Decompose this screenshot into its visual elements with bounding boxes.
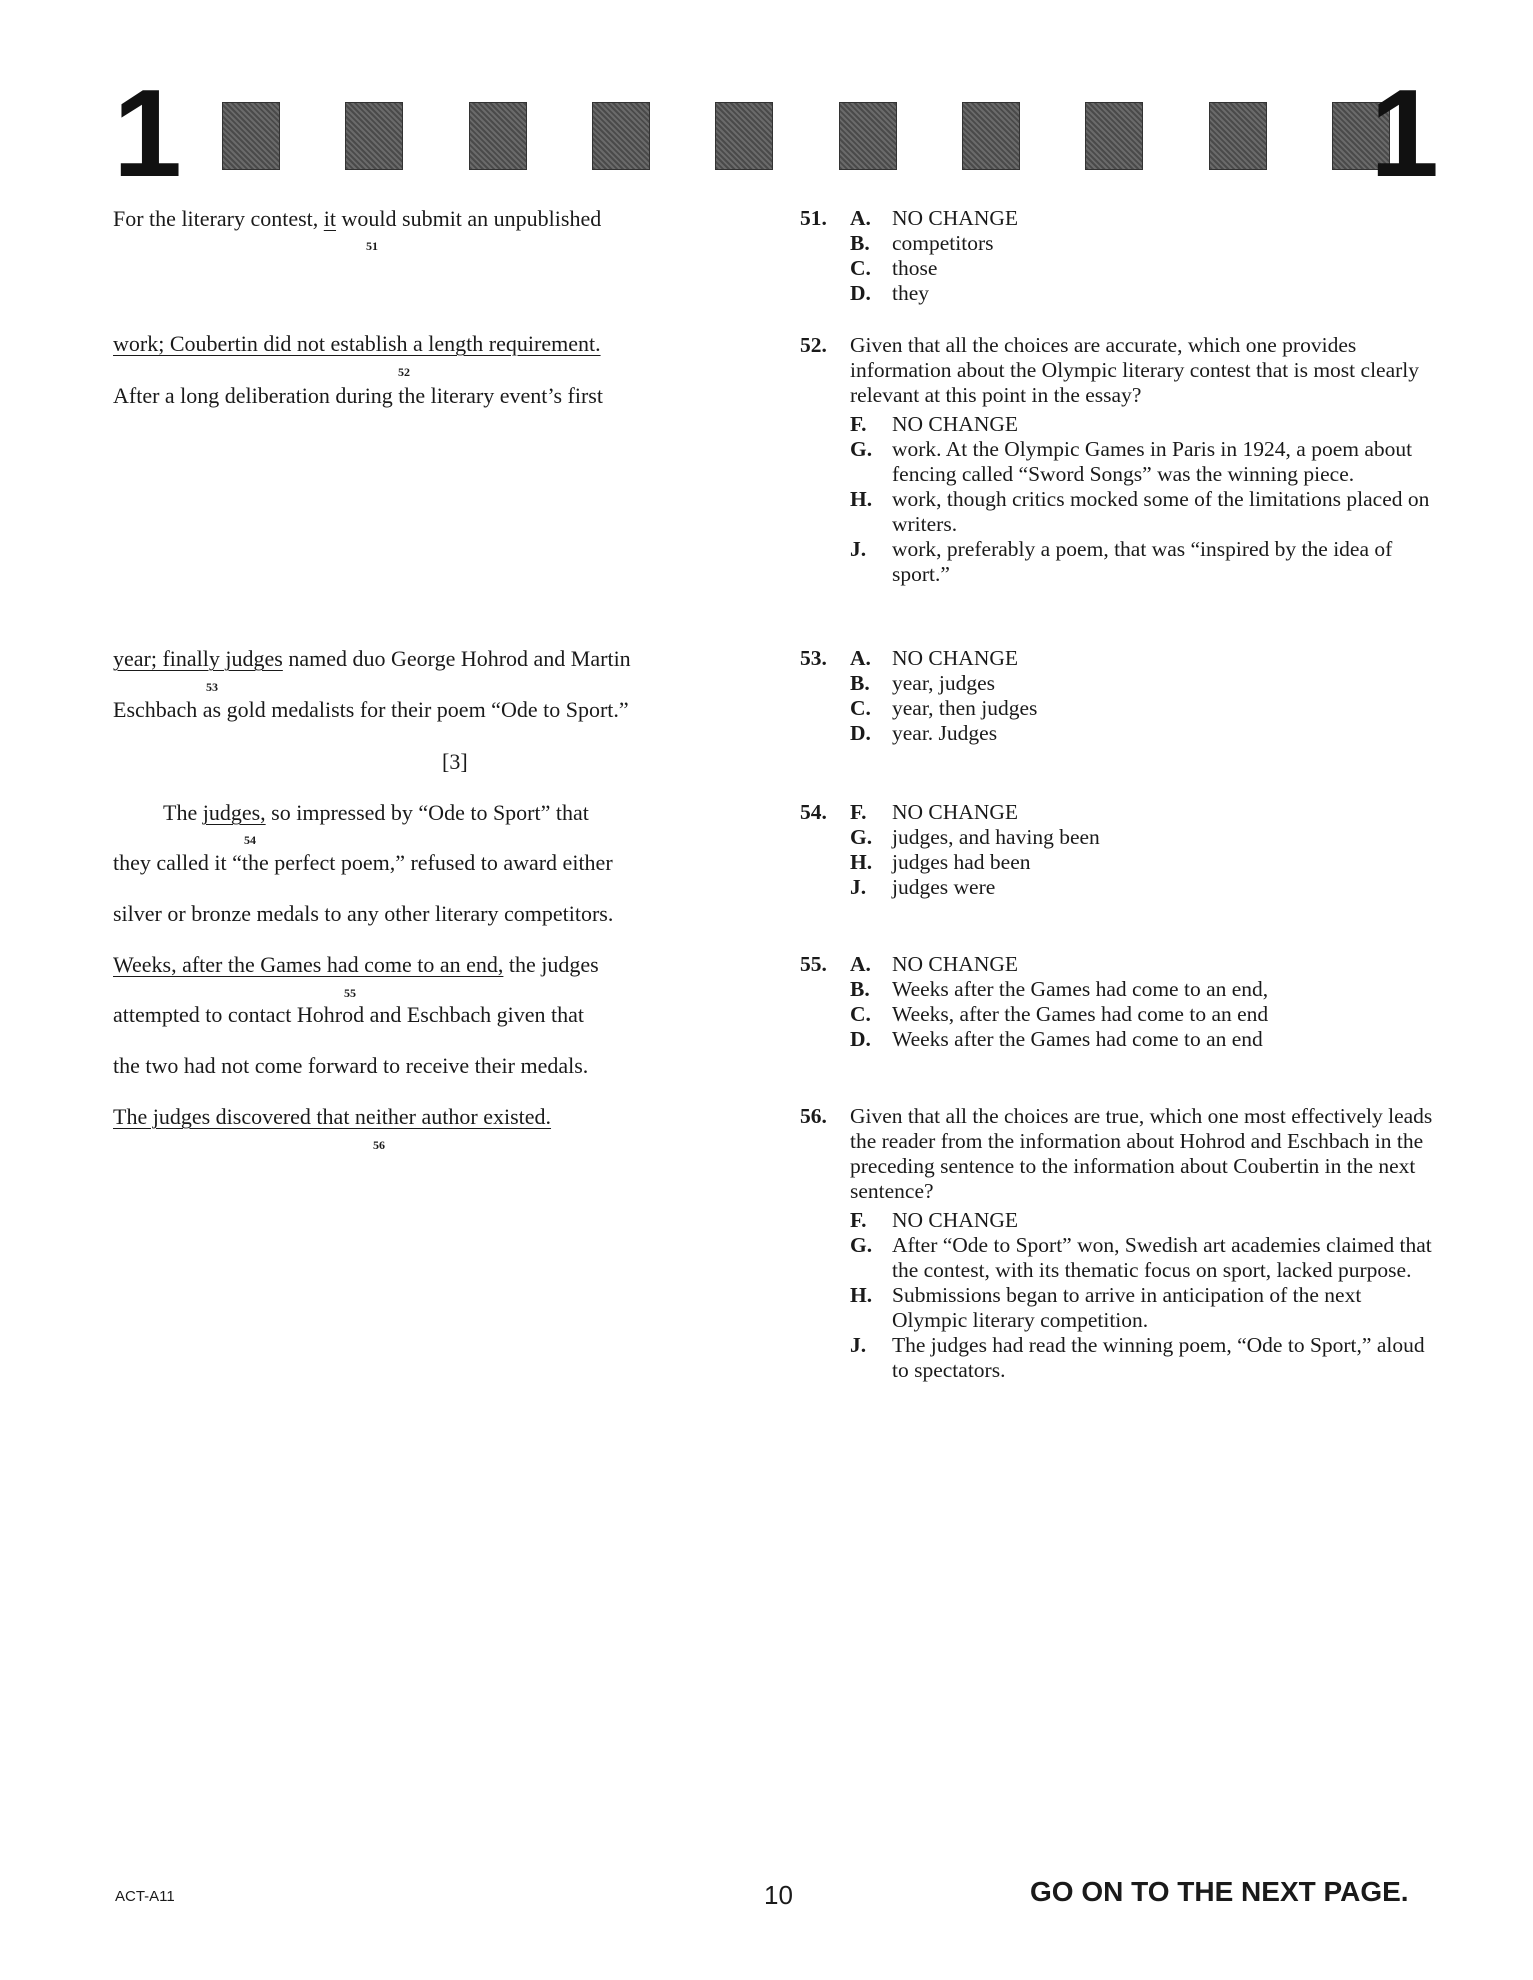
passage-line: [113, 206, 601, 232]
option-text: year, judges: [892, 671, 996, 695]
question-number: 56.: [800, 1104, 827, 1128]
answer-option[interactable]: [850, 1283, 1440, 1333]
question-marker-55: 55: [344, 986, 356, 1000]
go-on-next-page: GO ON TO THE NEXT PAGE.: [1030, 1876, 1409, 1907]
option-text: After “Ode to Sport” won, Swedish art academies claimed that the contest, with its thematic focus on sport, lacked purpose.: [892, 1233, 1432, 1282]
passage-line: attempted to contact Hohrod and Eschbach given that: [113, 1002, 585, 1027]
passage-line: silver or bronze medals to any other literary competitors.: [113, 901, 614, 926]
answer-option[interactable]: [850, 646, 1440, 671]
passage-text: The: [163, 800, 203, 825]
underlined-portion-54[interactable]: judges,: [202, 800, 266, 825]
banner-block: [962, 102, 1020, 170]
option-letter: G.: [850, 437, 873, 461]
option-text: work, though critics mocked some of the limitations placed on writers.: [892, 487, 1430, 536]
option-text: judges, and having been: [892, 825, 1100, 849]
underlined-portion-55[interactable]: Weeks, after the Games had come to an end,: [113, 952, 504, 977]
option-text: year. Judges: [892, 721, 998, 745]
passage-text: For the literary contest,: [113, 206, 324, 231]
option-letter: C.: [850, 696, 871, 720]
underlined-portion-51[interactable]: it: [323, 206, 337, 231]
option-letter: B.: [850, 231, 870, 255]
question-marker-52: 52: [398, 365, 410, 379]
option-letter: J.: [850, 875, 867, 899]
option-letter: F.: [850, 412, 867, 436]
passage-line: [113, 646, 631, 672]
option-letter: G.: [850, 825, 873, 849]
question-number: 54.: [800, 800, 827, 824]
question-marker-51: 51: [366, 239, 378, 253]
answer-option[interactable]: [850, 487, 1440, 537]
form-code: ACT-A11: [115, 1888, 175, 1905]
option-text: NO CHANGE: [892, 206, 1019, 230]
question-51: [800, 206, 1440, 306]
passage-line: Eschbach as gold medalists for their poem “Ode to Sport.”: [113, 697, 629, 722]
banner-block: [839, 102, 897, 170]
option-text: work. At the Olympic Games in Paris in 1924, a poem about fencing called “Sword Songs” was the winning piece.: [892, 437, 1413, 486]
question-marker-54: 54: [244, 833, 256, 847]
question-stem: Given that all the choices are accurate, which one provides information about the Olympic literary contest that is most clearly relevant at this point in the essay?: [850, 333, 1420, 407]
underlined-portion-53[interactable]: year; finally judges: [113, 646, 283, 671]
option-letter: A.: [850, 952, 871, 976]
answer-option[interactable]: [850, 206, 1440, 231]
question-number: 51.: [800, 206, 827, 230]
option-text: NO CHANGE: [892, 800, 1019, 824]
option-text: NO CHANGE: [892, 646, 1019, 670]
option-text: Weeks after the Games had come to an end: [892, 1027, 1263, 1051]
paragraph-number: [3]: [442, 749, 468, 774]
question-56: [800, 1104, 1440, 1383]
answer-option[interactable]: [850, 721, 1440, 746]
answer-options: [850, 952, 1440, 1052]
answer-options: [850, 412, 1440, 587]
section-number-left: 1: [113, 65, 182, 203]
question-55: [800, 952, 1440, 1052]
option-text: Submissions began to arrive in anticipation of the next Olympic literary competition.: [892, 1283, 1362, 1332]
option-text: work, preferably a poem, that was “inspired by the idea of sport.”: [892, 537, 1393, 586]
banner-block: [1085, 102, 1143, 170]
option-text: The judges had read the winning poem, “Ode to Sport,” aloud to spectators.: [892, 1333, 1425, 1382]
option-text: year, then judges: [892, 696, 1038, 720]
option-text: NO CHANGE: [892, 952, 1019, 976]
answer-option[interactable]: [850, 825, 1440, 850]
answer-option[interactable]: [850, 231, 1440, 256]
option-text: Weeks after the Games had come to an end,: [892, 977, 1269, 1001]
option-text: NO CHANGE: [892, 1208, 1019, 1232]
passage-text: would submit an unpublished: [336, 206, 602, 231]
answer-option[interactable]: [850, 412, 1440, 437]
option-text: judges were: [892, 875, 996, 899]
passage-line: [163, 800, 589, 826]
answer-options: [850, 206, 1440, 306]
answer-options: [850, 1208, 1440, 1383]
answer-option[interactable]: [850, 1208, 1440, 1233]
passage-column: [0, 0, 760, 1200]
answer-option[interactable]: [850, 537, 1440, 587]
option-letter: H.: [850, 850, 873, 874]
underlined-portion-52[interactable]: work; Coubertin did not establish a length requirement.: [113, 331, 601, 356]
page-number: 10: [764, 1880, 793, 1910]
question-marker-53: 53: [206, 680, 218, 694]
question-number: 55.: [800, 952, 827, 976]
answer-option[interactable]: [850, 256, 1440, 281]
question-54: [800, 800, 1440, 900]
option-letter: B.: [850, 977, 870, 1001]
underlined-portion-56[interactable]: The judges discovered that neither author existed.: [113, 1104, 552, 1129]
passage-line: [113, 331, 601, 357]
answer-option[interactable]: [850, 1333, 1440, 1383]
answer-options: [850, 800, 1440, 900]
answer-option[interactable]: [850, 671, 1440, 696]
passage-line: [113, 952, 599, 978]
option-text: Weeks, after the Games had come to an end: [892, 1002, 1269, 1026]
question-number: 53.: [800, 646, 827, 670]
passage-text: the judges: [503, 952, 599, 977]
option-text: those: [892, 256, 938, 280]
option-letter: F.: [850, 1208, 867, 1232]
option-letter: H.: [850, 487, 873, 511]
option-text: NO CHANGE: [892, 412, 1019, 436]
answer-option[interactable]: [850, 850, 1440, 875]
question-marker-56: 56: [373, 1138, 385, 1152]
option-text: they: [892, 281, 930, 305]
option-letter: J.: [850, 537, 867, 561]
option-letter: C.: [850, 1002, 871, 1026]
answer-option[interactable]: [850, 1233, 1440, 1283]
answer-option[interactable]: [850, 1027, 1440, 1052]
question-52: [800, 333, 1440, 587]
passage-line: After a long deliberation during the literary event’s first: [113, 383, 603, 408]
section-number-right: 1: [1370, 65, 1439, 203]
question-53: [800, 646, 1440, 746]
banner-block: [1209, 102, 1267, 170]
question-stem: Given that all the choices are true, which one most effectively leads the reader from the information about Hohrod and Eschbach in the preceding sentence to the information about Coubertin in the next sentence?: [850, 1104, 1433, 1203]
option-letter: G.: [850, 1233, 873, 1257]
answer-option[interactable]: [850, 875, 1440, 900]
passage-line: [113, 1104, 551, 1130]
passage-text: named duo George Hohrod and Martin: [282, 646, 631, 671]
option-letter: D.: [850, 1027, 871, 1051]
option-letter: D.: [850, 281, 871, 305]
option-letter: D.: [850, 721, 871, 745]
answer-option[interactable]: [850, 437, 1440, 487]
option-letter: H.: [850, 1283, 873, 1307]
option-text: competitors: [892, 231, 994, 255]
answer-option[interactable]: [850, 696, 1440, 721]
answer-option[interactable]: [850, 952, 1440, 977]
option-letter: C.: [850, 256, 871, 280]
option-text: judges had been: [892, 850, 1031, 874]
passage-text: so impressed by “Ode to Sport” that: [265, 800, 589, 825]
answer-option[interactable]: [850, 1002, 1440, 1027]
option-letter: A.: [850, 646, 871, 670]
option-letter: F.: [850, 800, 867, 824]
option-letter: B.: [850, 671, 870, 695]
passage-line: they called it “the perfect poem,” refused to award either: [113, 850, 613, 875]
answer-options: [850, 646, 1440, 746]
answer-option[interactable]: [850, 281, 1440, 306]
answer-option[interactable]: [850, 977, 1440, 1002]
option-letter: A.: [850, 206, 871, 230]
answer-option[interactable]: [850, 800, 1440, 825]
question-number: 52.: [800, 333, 827, 357]
passage-line: the two had not come forward to receive their medals.: [113, 1053, 589, 1078]
option-letter: J.: [850, 1333, 867, 1357]
